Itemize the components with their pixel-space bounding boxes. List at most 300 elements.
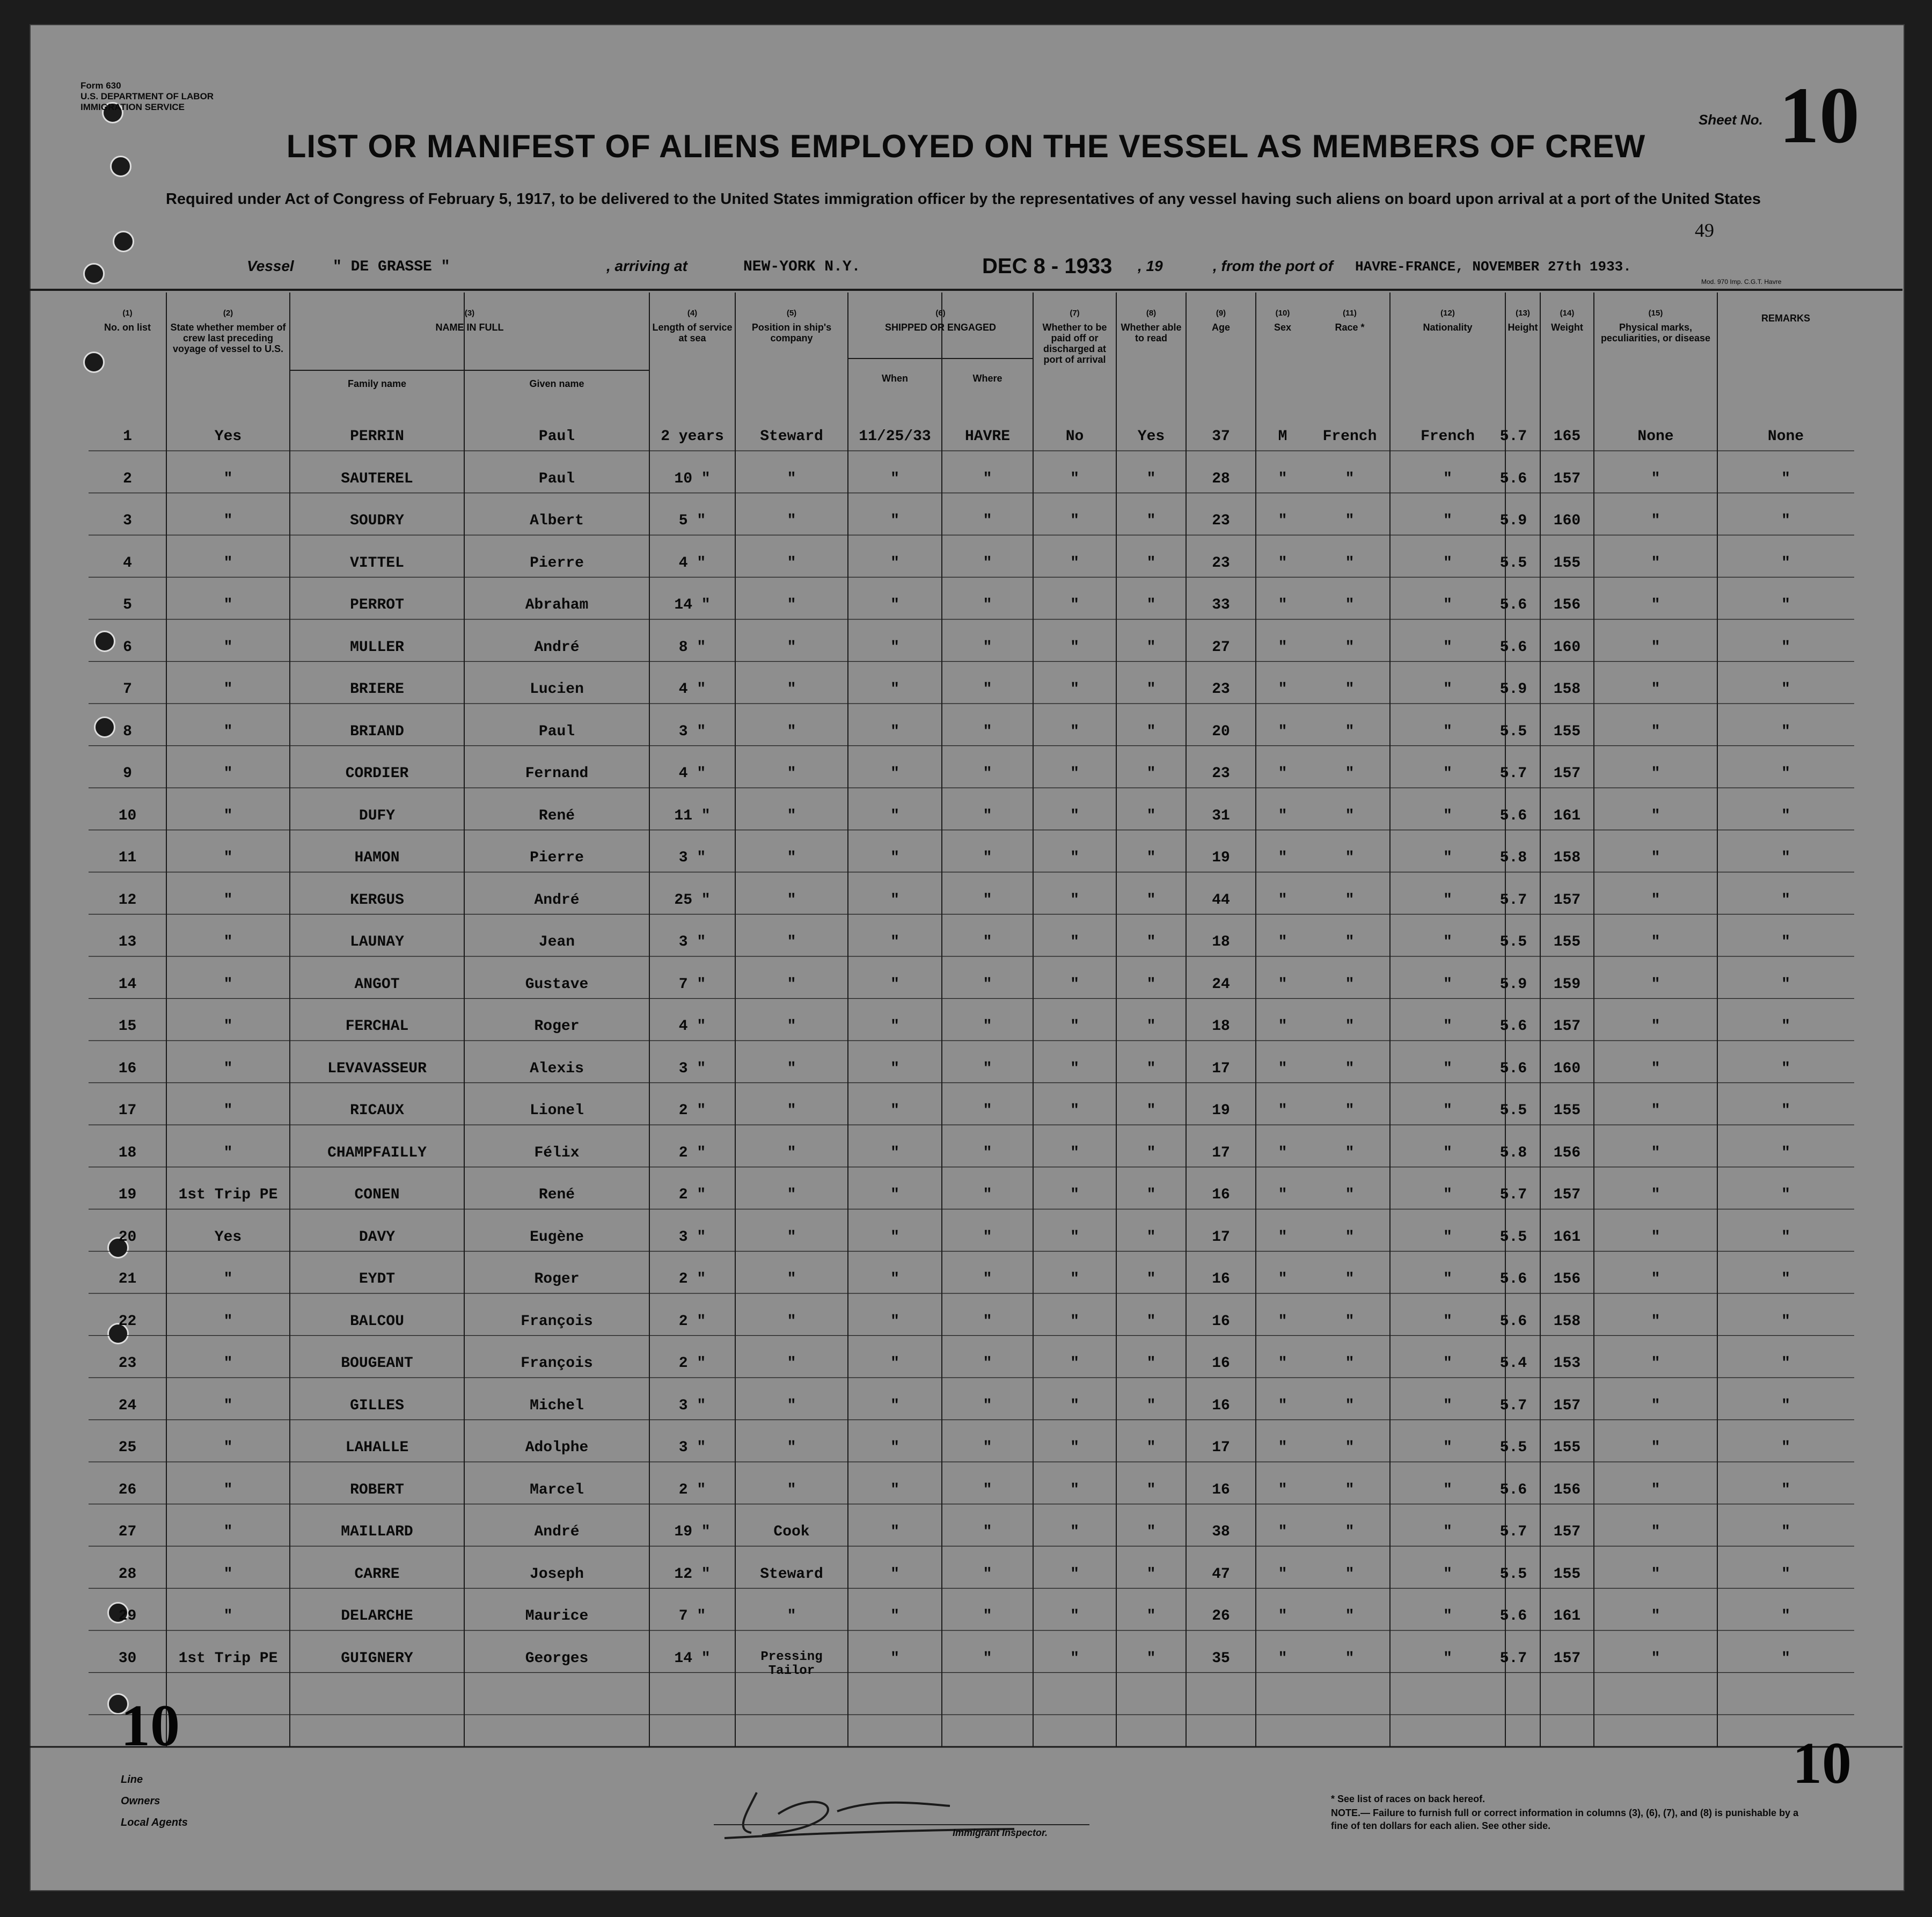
cell-height: 5.5 xyxy=(1499,1102,1527,1119)
cell-remarks: " xyxy=(1781,934,1790,950)
cell-age: 47 xyxy=(1212,1565,1230,1583)
cell-when: " xyxy=(890,639,899,656)
cell-position: " xyxy=(787,1313,796,1330)
cell-marks: " xyxy=(1651,850,1660,866)
cell-position: " xyxy=(787,765,796,782)
cell-sex: " xyxy=(1278,1102,1287,1119)
cell-read: " xyxy=(1146,1565,1156,1583)
vessel-label: Vessel xyxy=(247,258,294,274)
cell-paid: " xyxy=(1070,1187,1079,1203)
cell-sex: " xyxy=(1278,1271,1287,1287)
cell-read: " xyxy=(1146,554,1156,572)
cell-where: " xyxy=(983,681,992,698)
cell-given: René xyxy=(538,807,575,824)
cell-service: 4 " xyxy=(678,681,706,698)
cell-position: " xyxy=(787,1102,796,1119)
cell-service: 3 " xyxy=(678,1397,706,1414)
cell-sex: " xyxy=(1278,1144,1287,1161)
column-number: (13) xyxy=(1516,309,1530,318)
cell-where: " xyxy=(983,1271,992,1287)
cell-position: " xyxy=(787,850,796,866)
cell-age: 19 xyxy=(1212,850,1230,866)
cell-weight: 155 xyxy=(1553,1565,1581,1583)
cell-sex: " xyxy=(1278,470,1287,487)
column-number: (11) xyxy=(1343,309,1357,318)
cell-sex: " xyxy=(1278,1524,1287,1540)
cell-nat: " xyxy=(1443,891,1452,909)
cell-weight: 155 xyxy=(1553,554,1581,572)
cell-nat: " xyxy=(1443,513,1452,529)
cell-position: " xyxy=(787,1228,796,1246)
cell-position: " xyxy=(787,513,796,529)
column-label: NAME IN FULL xyxy=(435,322,504,333)
owners-label: Owners xyxy=(121,1795,160,1807)
cell-no: 25 xyxy=(118,1439,137,1456)
cell-service: 7 " xyxy=(678,976,706,993)
cell-remarks: " xyxy=(1781,1439,1790,1456)
cell-age: 16 xyxy=(1212,1187,1230,1203)
cell-age: 20 xyxy=(1212,723,1230,740)
cell-prev: " xyxy=(223,639,233,656)
cell-weight: 159 xyxy=(1553,976,1581,993)
column-header-7 xyxy=(1033,309,1116,365)
cell-sex: " xyxy=(1278,976,1287,993)
cell-sex: " xyxy=(1278,1187,1287,1203)
cell-service: 4 " xyxy=(678,1018,706,1035)
cell-when: " xyxy=(890,1608,899,1625)
cell-given: Fernand xyxy=(525,765,589,782)
cell-age: 33 xyxy=(1212,597,1230,613)
cell-read: " xyxy=(1146,681,1156,698)
cell-race: " xyxy=(1345,1397,1355,1414)
column-header-6 xyxy=(848,309,1033,333)
cell-remarks: " xyxy=(1781,597,1790,613)
cell-service: 25 " xyxy=(674,891,711,909)
column-number: (2) xyxy=(223,309,233,318)
cell-when: " xyxy=(890,597,899,613)
cell-no: 13 xyxy=(118,934,137,950)
cell-family: ROBERT xyxy=(350,1481,404,1498)
cell-remarks: " xyxy=(1781,1144,1790,1161)
cell-remarks: " xyxy=(1781,1650,1790,1667)
cell-service: 8 " xyxy=(678,639,706,656)
page-title: LIST OR MANIFEST OF ALIENS EMPLOYED ON THE VESSEL AS MEMBERS OF CREW xyxy=(286,128,1646,164)
cell-height: 5.6 xyxy=(1499,1060,1527,1077)
cell-remarks: " xyxy=(1781,765,1790,782)
cell-read: " xyxy=(1146,1102,1156,1119)
column-number: (7) xyxy=(1070,309,1080,318)
cell-sex: " xyxy=(1278,1650,1287,1667)
column-header-8 xyxy=(1116,309,1186,343)
cell-sex: " xyxy=(1278,1439,1287,1456)
cell-weight: 157 xyxy=(1553,1524,1581,1540)
cell-nat: " xyxy=(1443,1144,1452,1161)
side-number: 49 xyxy=(1695,219,1714,241)
cell-age: 18 xyxy=(1212,1018,1230,1035)
cell-service: 2 " xyxy=(678,1271,706,1287)
cell-given: Albert xyxy=(530,513,584,529)
cell-position: " xyxy=(787,1271,796,1287)
cell-race: " xyxy=(1345,807,1355,824)
cell-sex: " xyxy=(1278,1313,1287,1330)
cell-given: Maurice xyxy=(525,1608,589,1625)
cell-remarks: " xyxy=(1781,639,1790,656)
cell-no: 23 xyxy=(118,1355,137,1372)
cell-family: CARRE xyxy=(354,1565,400,1583)
column-header-4 xyxy=(649,309,735,343)
column-number: (14) xyxy=(1560,309,1575,318)
cell-where: " xyxy=(983,597,992,613)
cell-no: 7 xyxy=(123,681,132,698)
column-number: (10) xyxy=(1275,309,1290,318)
cell-paid: " xyxy=(1070,807,1079,824)
column-label: Nationality xyxy=(1423,322,1473,333)
cell-read: " xyxy=(1146,723,1156,740)
cell-race: " xyxy=(1345,554,1355,572)
cell-no: 24 xyxy=(118,1397,137,1414)
cell-paid: " xyxy=(1070,1228,1079,1246)
cell-marks: " xyxy=(1651,891,1660,909)
cell-position: " xyxy=(787,554,796,572)
footnote-race: * See list of races on back hereof. xyxy=(1331,1794,1485,1804)
cell-remarks: " xyxy=(1781,1397,1790,1414)
cell-where: " xyxy=(983,1144,992,1161)
cell-family: MULLER xyxy=(350,639,404,656)
cell-position: " xyxy=(787,976,796,993)
cell-when: " xyxy=(890,1187,899,1203)
cell-given: Roger xyxy=(534,1018,580,1035)
footnote-note: NOTE.— Failure to furnish full or correct information in columns (3), (6), (7), and (8) is punishable by a fine of ten dollars for each alien. See other side. xyxy=(1331,1808,1799,1831)
cell-paid: " xyxy=(1070,1608,1079,1625)
column-label: REMARKS xyxy=(1761,313,1810,324)
cell-weight: 161 xyxy=(1553,807,1581,824)
cell-no: 19 xyxy=(118,1187,137,1203)
cell-weight: 155 xyxy=(1553,1439,1581,1456)
cell-no: 20 xyxy=(118,1228,137,1246)
cell-marks: " xyxy=(1651,934,1660,950)
column-header-3 xyxy=(290,309,649,333)
cell-read: " xyxy=(1146,891,1156,909)
cell-read: " xyxy=(1146,1313,1156,1330)
cell-family: HAMON xyxy=(354,850,400,866)
cell-when: " xyxy=(890,1228,899,1246)
cell-prev: " xyxy=(223,1060,233,1077)
cell-race: " xyxy=(1345,1187,1355,1203)
cell-height: 5.6 xyxy=(1499,639,1527,656)
cell-family: DELARCHE xyxy=(341,1608,413,1625)
cell-race: " xyxy=(1345,1565,1355,1583)
cell-height: 5.8 xyxy=(1499,850,1527,866)
cell-sex: " xyxy=(1278,723,1287,740)
cell-sex: " xyxy=(1278,639,1287,656)
cell-given: Lucien xyxy=(530,681,584,698)
cell-marks: " xyxy=(1651,1650,1660,1667)
cell-prev: " xyxy=(223,1608,233,1625)
cell-no: 1 xyxy=(123,428,132,445)
cell-age: 16 xyxy=(1212,1481,1230,1498)
cell-when: " xyxy=(890,1650,899,1667)
cell-remarks: " xyxy=(1781,554,1790,572)
cell-position: " xyxy=(787,891,796,909)
cell-nat: " xyxy=(1443,976,1452,993)
column-label: State whether member of crew last preceding voyage of vessel to U.S. xyxy=(170,322,286,354)
cell-service: 3 " xyxy=(678,1060,706,1077)
cell-race: " xyxy=(1345,1102,1355,1119)
cell-height: 5.7 xyxy=(1499,1650,1527,1667)
cell-paid: " xyxy=(1070,1271,1079,1287)
cell-when: " xyxy=(890,470,899,487)
cell-race: " xyxy=(1345,1271,1355,1287)
cell-family: GILLES xyxy=(350,1397,404,1414)
cell-read: " xyxy=(1146,1187,1156,1203)
cell-where: " xyxy=(983,1650,992,1667)
bottom-left-sheet-number: 10 xyxy=(121,1693,180,1758)
cell-read: " xyxy=(1146,976,1156,993)
cell-height: 5.7 xyxy=(1499,891,1527,909)
cell-marks: " xyxy=(1651,1524,1660,1540)
cell-where: HAVRE xyxy=(964,428,1010,445)
cell-given: Eugène xyxy=(530,1228,584,1246)
cell-marks: " xyxy=(1651,1439,1660,1456)
cell-marks: " xyxy=(1651,513,1660,529)
cell-no: 18 xyxy=(118,1144,137,1161)
cell-marks: " xyxy=(1651,1271,1660,1287)
cell-position: " xyxy=(787,1144,796,1161)
cell-marks: " xyxy=(1651,639,1660,656)
cell-height: 5.4 xyxy=(1499,1355,1527,1372)
cell-when: " xyxy=(890,1524,899,1540)
cell-read: " xyxy=(1146,1271,1156,1287)
cell-height: 5.5 xyxy=(1499,1228,1527,1246)
cell-prev: " xyxy=(223,850,233,866)
cell-given: François xyxy=(521,1355,593,1372)
cell-remarks: " xyxy=(1781,891,1790,909)
cell-marks: " xyxy=(1651,723,1660,740)
cell-marks: " xyxy=(1651,1397,1660,1414)
cell-service: 3 " xyxy=(678,1439,706,1456)
cell-nat: " xyxy=(1443,1565,1452,1583)
column-label: Age xyxy=(1211,322,1230,333)
cell-given: Pierre xyxy=(530,850,584,866)
cell-height: 5.6 xyxy=(1499,1018,1527,1035)
column-subheader xyxy=(848,373,942,384)
cell-race: " xyxy=(1345,976,1355,993)
cell-position: " xyxy=(787,639,796,656)
cell-service: 2 " xyxy=(678,1355,706,1372)
cell-sex: " xyxy=(1278,1228,1287,1246)
cell-marks: " xyxy=(1651,1355,1660,1372)
cell-height: 5.8 xyxy=(1499,1144,1527,1161)
cell-height: 5.9 xyxy=(1499,513,1527,529)
cell-service: 4 " xyxy=(678,554,706,572)
cell-weight: 158 xyxy=(1553,850,1581,866)
cell-where: " xyxy=(983,470,992,487)
cell-given: Abraham xyxy=(525,597,589,613)
cell-position: " xyxy=(787,1481,796,1498)
cell-nat: " xyxy=(1443,470,1452,487)
cell-family: DUFY xyxy=(358,807,396,824)
cell-given: Paul xyxy=(538,723,575,740)
cell-position: " xyxy=(787,934,796,950)
cell-read: " xyxy=(1146,1018,1156,1035)
column-number: (15) xyxy=(1648,309,1663,318)
cell-where: " xyxy=(983,1565,992,1583)
cell-position: " xyxy=(787,723,796,740)
cell-position: " xyxy=(787,681,796,698)
vessel-name: " DE GRASSE " xyxy=(333,259,450,275)
cell-paid: " xyxy=(1070,1313,1079,1330)
cell-paid: " xyxy=(1070,681,1079,698)
cell-service: 3 " xyxy=(678,934,706,950)
column-header-1 xyxy=(89,309,166,333)
cell-given: Joseph xyxy=(530,1565,584,1583)
cell-family: BRIERE xyxy=(350,681,404,698)
cell-prev: " xyxy=(223,1439,233,1456)
cell-family: LEVAVASSEUR xyxy=(327,1060,427,1077)
cell-prev: " xyxy=(223,554,233,572)
cell-age: 44 xyxy=(1212,891,1230,909)
cell-paid: " xyxy=(1070,765,1079,782)
cell-remarks: " xyxy=(1781,1313,1790,1330)
cell-age: 19 xyxy=(1212,1102,1230,1119)
cell-where: " xyxy=(983,1187,992,1203)
cell-paid: " xyxy=(1070,1397,1079,1414)
cell-height: 5.7 xyxy=(1499,428,1527,445)
cell-no: 27 xyxy=(118,1524,137,1540)
cell-no: 29 xyxy=(118,1608,137,1625)
cell-height: 5.9 xyxy=(1499,681,1527,698)
cell-weight: 157 xyxy=(1553,470,1581,487)
cell-age: 31 xyxy=(1212,807,1230,824)
cell-sex: " xyxy=(1278,807,1287,824)
cell-when: " xyxy=(890,1018,899,1035)
cell-race: " xyxy=(1345,597,1355,613)
cell-age: 16 xyxy=(1212,1355,1230,1372)
cell-marks: " xyxy=(1651,1313,1660,1330)
cell-no: 21 xyxy=(118,1271,137,1287)
column-header-14 xyxy=(1540,309,1594,333)
cell-weight: 153 xyxy=(1553,1355,1581,1372)
cell-remarks: " xyxy=(1781,1102,1790,1119)
cell-when: " xyxy=(890,1355,899,1372)
cell-weight: 155 xyxy=(1553,934,1581,950)
cell-marks: " xyxy=(1651,807,1660,824)
cell-paid: " xyxy=(1070,1481,1079,1498)
cell-race: " xyxy=(1345,850,1355,866)
cell-age: 17 xyxy=(1212,1060,1230,1077)
cell-service: 4 " xyxy=(678,765,706,782)
cell-weight: 156 xyxy=(1553,1481,1581,1498)
cell-where: " xyxy=(983,639,992,656)
cell-prev: " xyxy=(223,934,233,950)
cell-when: " xyxy=(890,807,899,824)
cell-family: BOUGEANT xyxy=(341,1355,413,1372)
cell-where: " xyxy=(983,723,992,740)
column-label: Race * xyxy=(1335,322,1365,333)
cell-race: " xyxy=(1345,1608,1355,1625)
cell-paid: " xyxy=(1070,1524,1079,1540)
cell-family: EYDT xyxy=(358,1271,396,1287)
cell-family: MAILLARD xyxy=(341,1524,413,1540)
column-label: Sex xyxy=(1274,322,1292,333)
cell-given: André xyxy=(534,639,580,656)
cell-sex: " xyxy=(1278,1608,1287,1625)
cell-paid: " xyxy=(1070,1565,1079,1583)
cell-paid: " xyxy=(1070,976,1079,993)
cell-service: 3 " xyxy=(678,850,706,866)
from-label: , from the port of xyxy=(1213,258,1333,274)
cell-given: Adolphe xyxy=(525,1439,589,1456)
cell-when: " xyxy=(890,513,899,529)
cell-height: 5.7 xyxy=(1499,1397,1527,1414)
column-subheader xyxy=(290,378,464,389)
cell-where: " xyxy=(983,765,992,782)
cell-sex: " xyxy=(1278,1060,1287,1077)
cell-age: 37 xyxy=(1212,428,1230,445)
cell-where: " xyxy=(983,850,992,866)
cell-prev: " xyxy=(223,1144,233,1161)
cell-family: SAUTEREL xyxy=(341,470,413,487)
cell-paid: " xyxy=(1070,1060,1079,1077)
cell-nat: " xyxy=(1443,597,1452,613)
cell-sex: " xyxy=(1278,1481,1287,1498)
cell-marks: " xyxy=(1651,1565,1660,1583)
cell-marks: " xyxy=(1651,1187,1660,1203)
binder-hole-icon xyxy=(83,352,105,373)
cell-prev: 1st Trip PE xyxy=(178,1650,278,1667)
cell-race: " xyxy=(1345,765,1355,782)
column-label: Whether to be paid off or discharged at port of arrival xyxy=(1042,322,1107,365)
cell-race: " xyxy=(1345,1313,1355,1330)
cell-service: 3 " xyxy=(678,1228,706,1246)
cell-prev: " xyxy=(223,1524,233,1540)
cell-position: " xyxy=(787,807,796,824)
cell-family: PERROT xyxy=(350,597,404,613)
cell-prev: " xyxy=(223,1102,233,1119)
cell-when: " xyxy=(890,1060,899,1077)
cell-given: Paul xyxy=(538,428,575,445)
cell-where: " xyxy=(983,976,992,993)
cell-nat: " xyxy=(1443,1524,1452,1540)
cell-nat: " xyxy=(1443,1060,1452,1077)
cell-nat: " xyxy=(1443,1271,1452,1287)
cell-position: Cook xyxy=(773,1524,810,1540)
cell-position: " xyxy=(787,1060,796,1077)
cell-height: 5.5 xyxy=(1499,934,1527,950)
cell-service: 7 " xyxy=(678,1608,706,1625)
cell-marks: " xyxy=(1651,554,1660,572)
column-number: (1) xyxy=(122,309,133,318)
cell-marks: " xyxy=(1651,1481,1660,1498)
cell-age: 38 xyxy=(1212,1524,1230,1540)
printer-mark: Mod. 970 Imp. C.G.T. Havre xyxy=(1701,278,1782,286)
cell-marks: " xyxy=(1651,1144,1660,1161)
cell-nat: " xyxy=(1443,639,1452,656)
cell-when: " xyxy=(890,891,899,909)
cell-no: 14 xyxy=(118,976,137,993)
cell-where: " xyxy=(983,934,992,950)
form-service: IMMIGRATION SERVICE xyxy=(80,102,185,112)
cell-remarks: " xyxy=(1781,1018,1790,1035)
cell-remarks: " xyxy=(1781,1565,1790,1583)
cell-where: " xyxy=(983,891,992,909)
cell-position: " xyxy=(787,1608,796,1625)
cell-weight: 156 xyxy=(1553,1271,1581,1287)
cell-paid: " xyxy=(1070,513,1079,529)
binder-hole-icon xyxy=(113,231,134,252)
cell-marks: " xyxy=(1651,470,1660,487)
cell-remarks: " xyxy=(1781,1608,1790,1625)
